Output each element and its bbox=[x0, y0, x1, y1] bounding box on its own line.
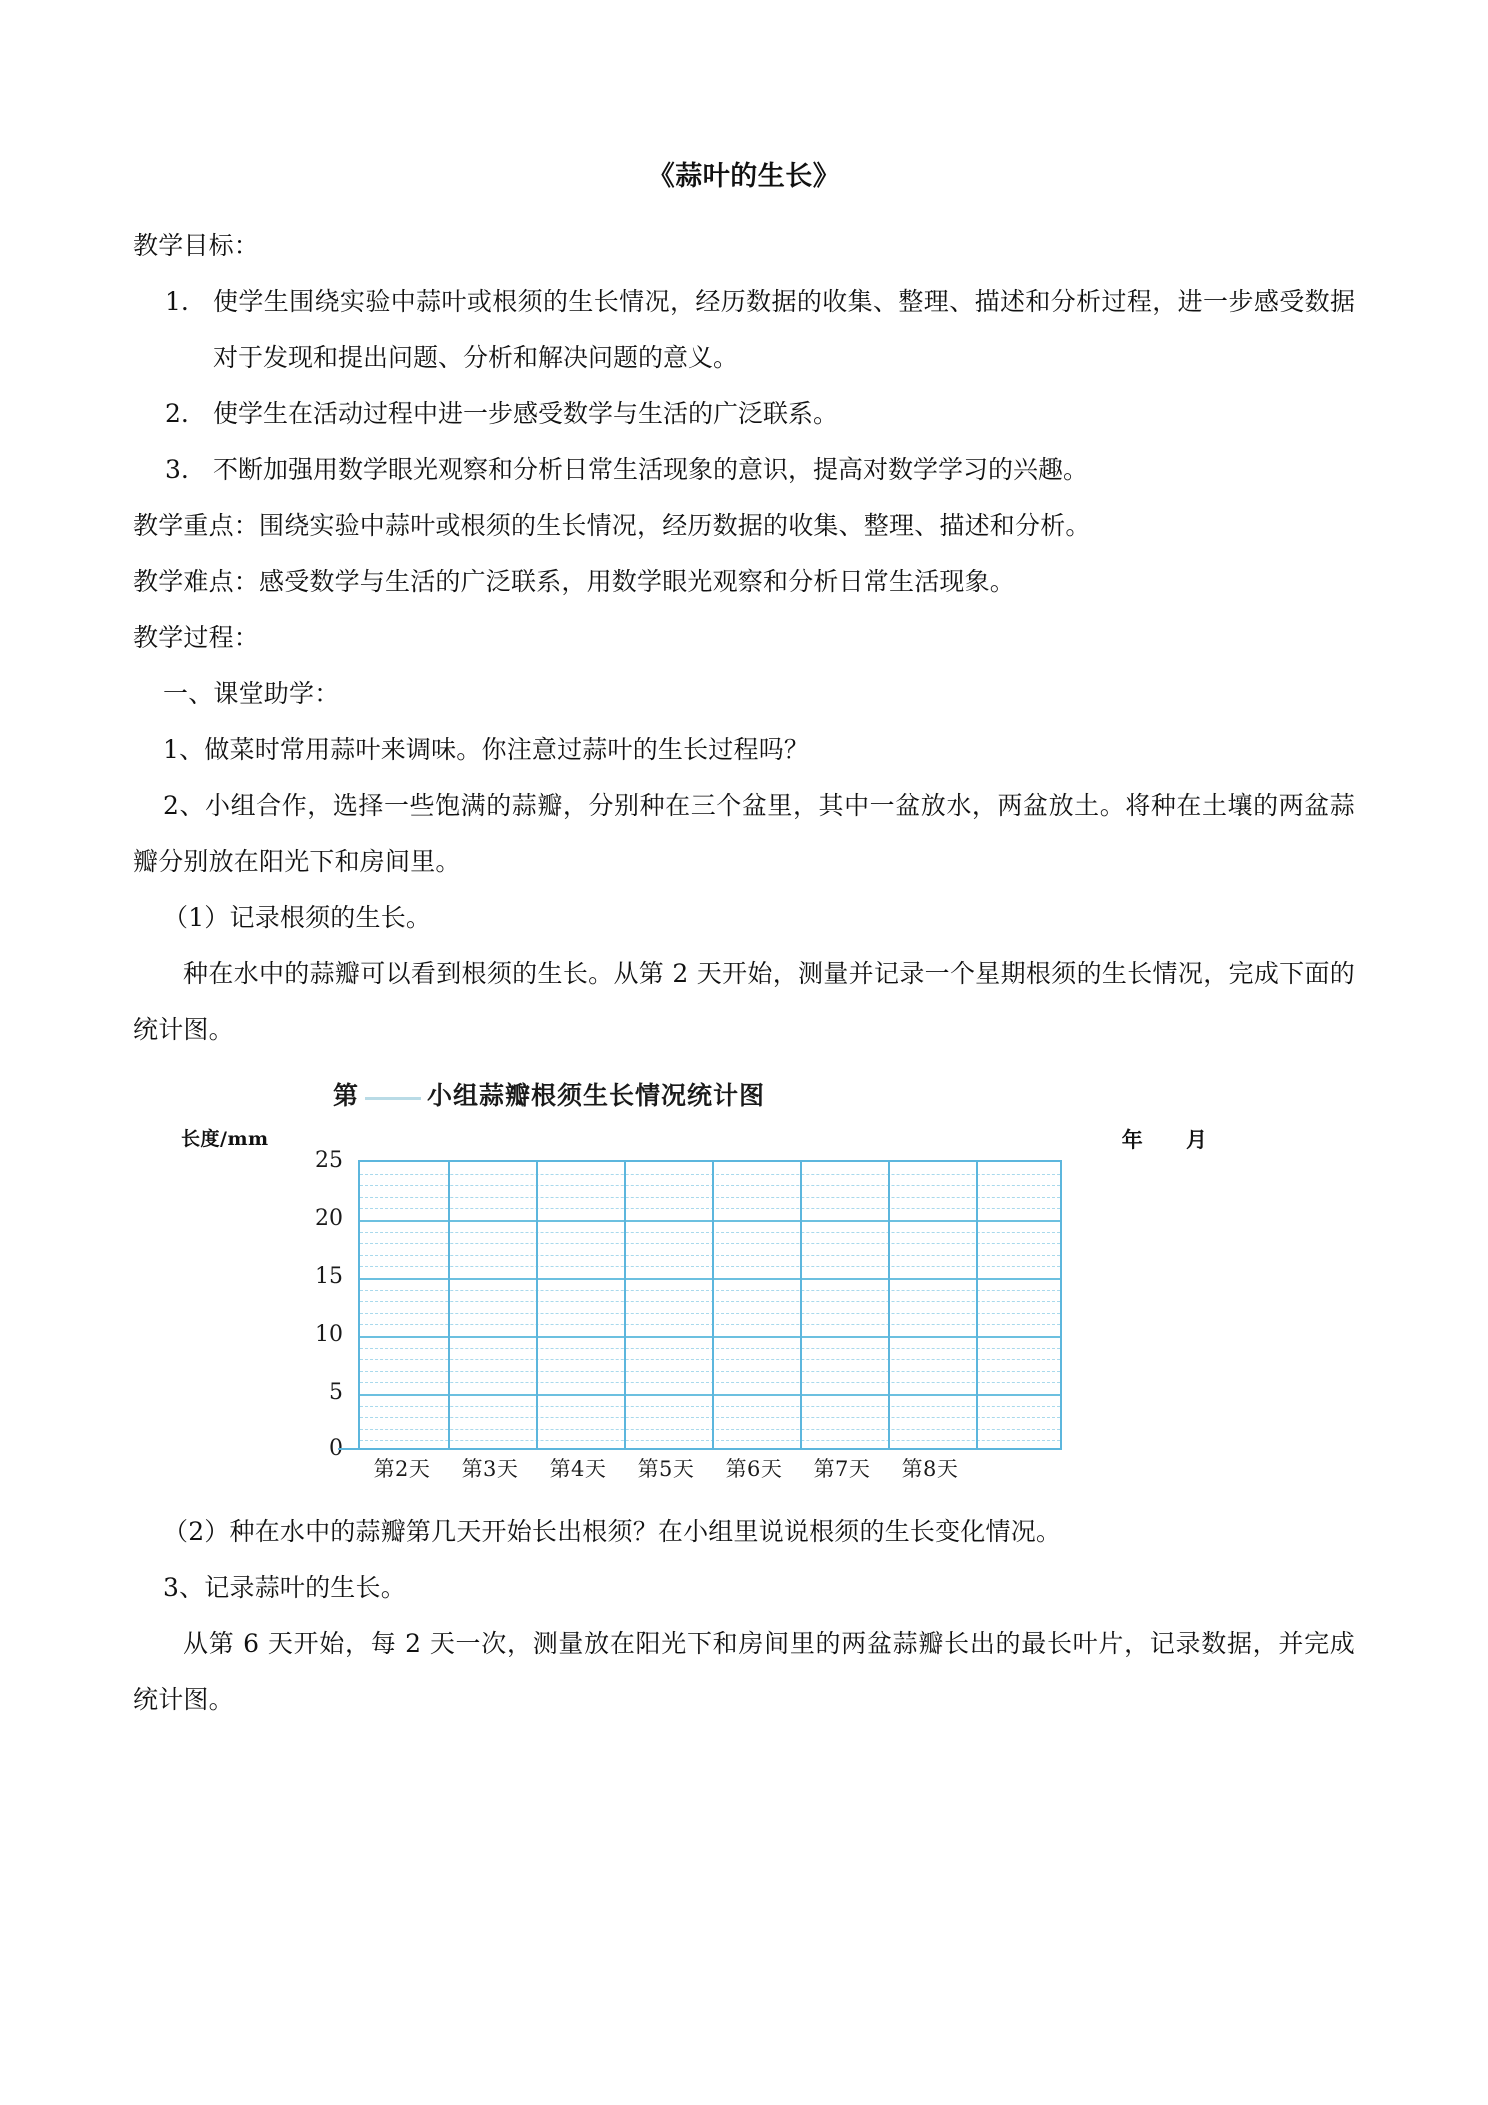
list-marker: 2. bbox=[165, 399, 189, 428]
column-divider bbox=[888, 1162, 890, 1448]
minor-gridline bbox=[360, 1266, 1060, 1267]
step-3-heading: 3、记录蒜叶的生长。 bbox=[163, 1573, 406, 1602]
chart-title-suffix: 小组蒜瓣根须生长情况统计图 bbox=[427, 1081, 766, 1110]
minor-gridline bbox=[360, 1382, 1060, 1383]
page-title: 《蒜叶的生长》 bbox=[647, 161, 841, 192]
x-tick-label: 第7天 bbox=[813, 1457, 871, 1481]
major-gridline bbox=[360, 1278, 1060, 1280]
minor-gridline bbox=[360, 1185, 1060, 1186]
chart-title bbox=[333, 1076, 765, 1112]
root-growth-statistical-chart bbox=[133, 1076, 1355, 1496]
chart-plot-area[interactable] bbox=[358, 1160, 1062, 1450]
minor-gridline bbox=[360, 1243, 1060, 1244]
major-gridline bbox=[360, 1220, 1060, 1222]
minor-gridline bbox=[360, 1197, 1060, 1198]
minor-gridline bbox=[360, 1208, 1060, 1209]
minor-gridline bbox=[360, 1313, 1060, 1314]
y-tick-label: 5 bbox=[329, 1380, 343, 1405]
minor-gridline bbox=[360, 1406, 1060, 1407]
minor-gridline bbox=[360, 1174, 1060, 1175]
objectives-heading: 教学目标： bbox=[133, 231, 260, 260]
document-content bbox=[133, 150, 1355, 1728]
axis-baseline-tail bbox=[338, 1448, 360, 1450]
x-tick-label: 第2天 bbox=[373, 1457, 431, 1481]
column-divider bbox=[976, 1162, 978, 1448]
minor-gridline bbox=[360, 1324, 1060, 1325]
column-divider bbox=[536, 1162, 538, 1448]
difficult-point-paragraph: 教学难点：感受数学与生活的广泛联系，用数学眼光观察和分析日常生活现象。 bbox=[133, 567, 1016, 596]
process-heading: 教学过程： bbox=[133, 623, 260, 652]
minor-gridline bbox=[360, 1232, 1060, 1233]
process-part-one-heading: 一、课堂助学： bbox=[163, 679, 340, 708]
objectives-list bbox=[133, 274, 1355, 498]
chart-title-prefix: 第 bbox=[333, 1081, 360, 1110]
y-tick-label: 15 bbox=[315, 1264, 343, 1289]
minor-gridline bbox=[360, 1301, 1060, 1302]
list-item bbox=[133, 386, 1355, 442]
y-tick-label: 0 bbox=[329, 1436, 343, 1461]
sub-1-body-paragraph: 种在水中的蒜瓣可以看到根须的生长。从第 2 天开始，测量并记录一个星期根须的生长情况，完成下面的统计图。 bbox=[133, 959, 1355, 1044]
sub-2-paragraph: （2）种在水中的蒜瓣第几天开始长出根须？在小组里说说根须的生长变化情况。 bbox=[163, 1517, 1062, 1546]
step-3-body-paragraph: 从第 6 天开始，每 2 天一次，测量放在阳光下和房间里的两盆蒜瓣长出的最长叶片，记录数据，并完成统计图。 bbox=[133, 1629, 1355, 1714]
minor-gridline bbox=[360, 1348, 1060, 1349]
column-divider bbox=[800, 1162, 802, 1448]
x-tick-label: 第3天 bbox=[461, 1457, 519, 1481]
list-marker: 1. bbox=[165, 287, 189, 316]
group-number-blank[interactable] bbox=[365, 1097, 421, 1100]
y-tick-label: 20 bbox=[315, 1206, 343, 1231]
minor-gridline bbox=[360, 1429, 1060, 1430]
major-gridline bbox=[360, 1394, 1060, 1396]
x-tick-label: 第8天 bbox=[901, 1457, 959, 1481]
column-divider bbox=[624, 1162, 626, 1448]
list-marker: 3. bbox=[165, 455, 189, 484]
minor-gridline bbox=[360, 1440, 1060, 1441]
x-tick-label: 第5天 bbox=[637, 1457, 695, 1481]
x-tick-label: 第6天 bbox=[725, 1457, 783, 1481]
x-tick-label: 第4天 bbox=[549, 1457, 607, 1481]
key-point-paragraph: 教学重点：围绕实验中蒜叶或根须的生长情况，经历数据的收集、整理、描述和分析。 bbox=[133, 511, 1091, 540]
step-1-paragraph: 1、做菜时常用蒜叶来调味。你注意过蒜叶的生长过程吗？ bbox=[163, 735, 810, 764]
list-item-text: 使学生围绕实验中蒜叶或根须的生长情况，经历数据的收集、整理、描述和分析过程，进一步感受数据对于发现和提出问题、分析和解决问题的意义。 bbox=[213, 287, 1355, 372]
y-tick-label: 10 bbox=[315, 1322, 343, 1347]
date-caption: 年 月 bbox=[1121, 1127, 1225, 1152]
minor-gridline bbox=[360, 1290, 1060, 1291]
column-divider bbox=[448, 1162, 450, 1448]
sub-1-heading: （1）记录根须的生长。 bbox=[163, 903, 432, 932]
step-2-paragraph: 2、小组合作，选择一些饱满的蒜瓣，分别种在三个盆里，其中一盆放水，两盆放土。将种在土壤的两盆蒜瓣分别放在阳光下和房间里。 bbox=[133, 791, 1355, 876]
minor-gridline bbox=[360, 1417, 1060, 1418]
minor-gridline bbox=[360, 1371, 1060, 1372]
minor-gridline bbox=[360, 1255, 1060, 1256]
list-item bbox=[133, 274, 1355, 386]
major-gridline bbox=[360, 1336, 1060, 1338]
y-tick-label: 25 bbox=[315, 1148, 343, 1173]
minor-gridline bbox=[360, 1359, 1060, 1360]
list-item-text: 不断加强用数学眼光观察和分析日常生活现象的意识，提高对数学学习的兴趣。 bbox=[213, 455, 1089, 484]
list-item-text: 使学生在活动过程中进一步感受数学与生活的广泛联系。 bbox=[213, 399, 839, 428]
column-divider bbox=[712, 1162, 714, 1448]
y-axis-label: 长度/mm bbox=[181, 1128, 269, 1150]
list-item bbox=[133, 442, 1355, 498]
